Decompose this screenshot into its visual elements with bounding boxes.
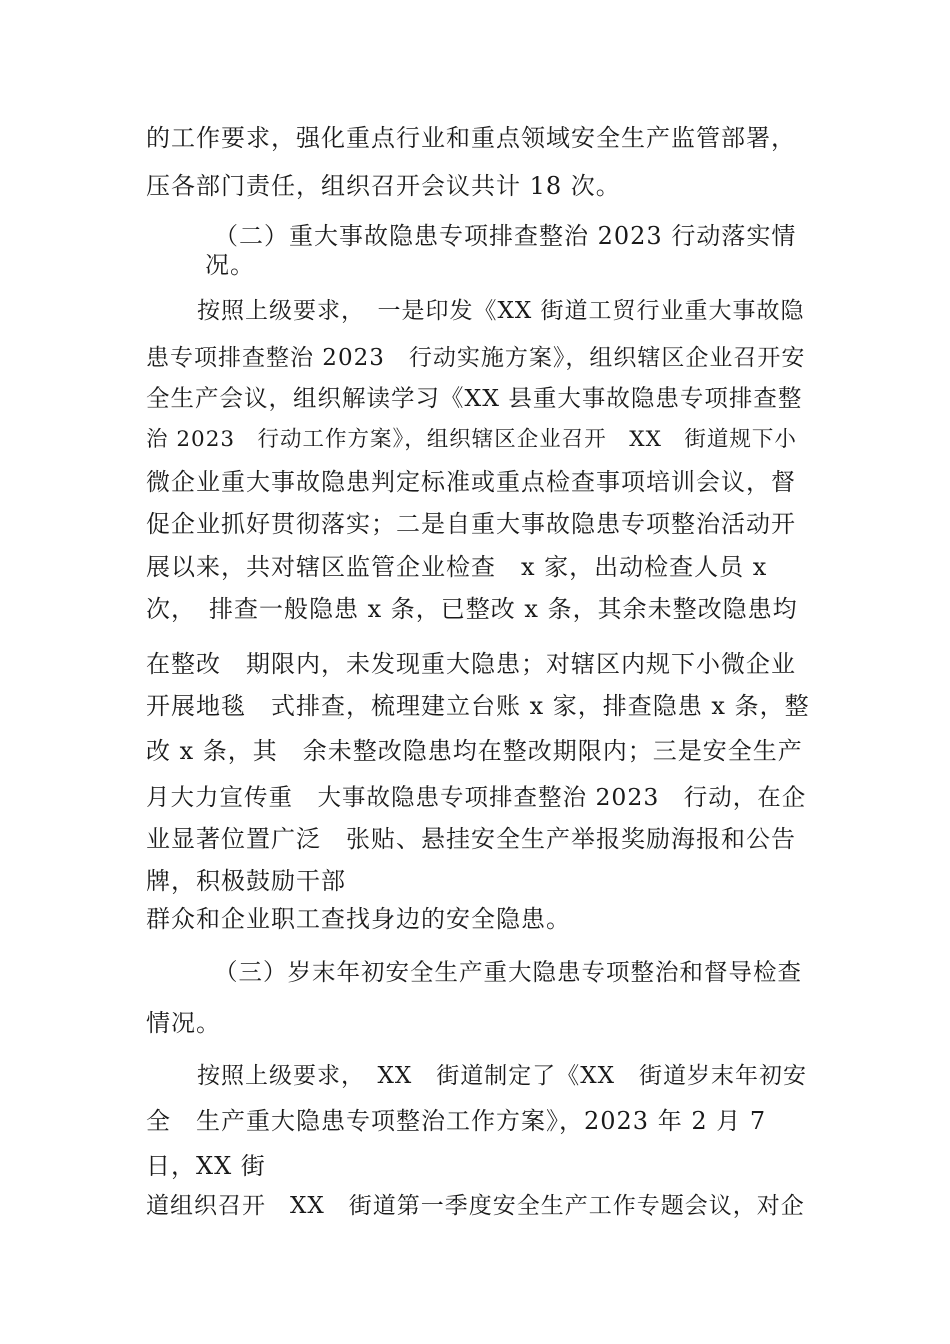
section-heading-3: （三）岁末年初安全生产重大隐患专项整治和督导检查 (214, 958, 802, 986)
body-line: 全生产会议，组织解读学习《XX 县重大事故隐患专项排查整 (146, 384, 803, 412)
body-line: 开展地毯 式排查，梳理建立台账 x 家，排查隐患 x 条，整 (146, 692, 810, 720)
body-line: 群众和企业职工查找身边的安全隐患。 (146, 905, 571, 933)
body-line: 次， 排查一般隐患 x 条，已整改 x 条，其余未整改隐患均 (146, 595, 798, 623)
body-line: 改 x 条，其 余未整改隐患均在整改期限内；三是安全生产 (146, 737, 803, 765)
body-line: 按照上级要求， 一是印发《XX 街道工贸行业重大事故隐 (197, 298, 805, 324)
body-line: 牌，积极鼓励干部 (146, 867, 346, 895)
body-line: 按照上级要求， XX 街道制定了《XX 街道岁末年初安 (197, 1063, 807, 1089)
body-line: 道组织召开 XX 街道第一季度安全生产工作专题会议，对企 (146, 1193, 805, 1219)
body-line: 微企业重大事故隐患判定标准或重点检查事项培训会议，督 (146, 468, 796, 496)
body-line: 全 生产重大隐患专项整治工作方案》，2023 年 2 月 7 (146, 1107, 767, 1135)
body-line: 月大力宣传重 大事故隐患专项排查整治 2023 行动，在企 (146, 783, 807, 811)
body-line: 业显著位置广泛 张贴、悬挂安全生产举报奖励海报和公告 (146, 825, 796, 853)
body-line: 日，XX 街 (146, 1152, 266, 1180)
section-heading-2: （二）重大事故隐患专项排查整治 2023 行动落实情 (214, 222, 797, 250)
body-line: 治 2023 行动工作方案》，组织辖区企业召开 XX 街道规下小 (146, 427, 797, 452)
section-heading-2-continued: 况。 (205, 251, 255, 279)
body-line: 压各部门责任，组织召开会议共计 18 次。 (146, 172, 621, 200)
body-line: 展以来，共对辖区监管企业检查 x 家，出动检查人员 x (146, 553, 768, 581)
section-heading-3-continued: 情况。 (146, 1009, 221, 1037)
body-line: 的工作要求，强化重点行业和重点领域安全生产监管部署， (146, 124, 796, 152)
body-line: 患专项排查整治 2023 行动实施方案》，组织辖区企业召开安 (146, 345, 806, 371)
body-line: 促企业抓好贯彻落实；二是自重大事故隐患专项整治活动开 (146, 510, 796, 538)
body-line: 在整改 期限内，未发现重大隐患；对辖区内规下小微企业 (146, 650, 796, 678)
